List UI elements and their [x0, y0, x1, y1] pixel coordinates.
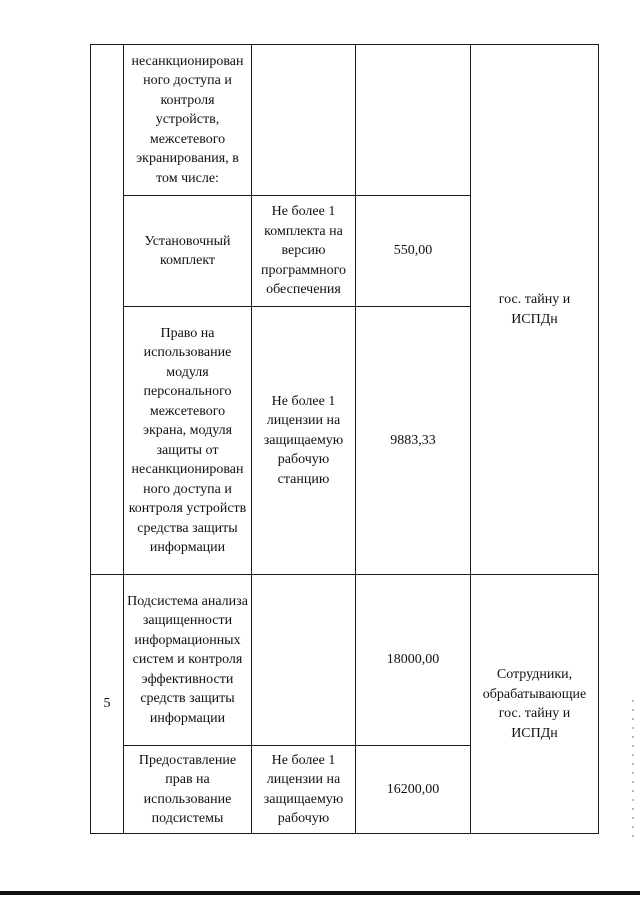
cell-quantity: Не более 1 комплекта на версию программного обеспечения	[252, 196, 356, 307]
cell-price	[356, 45, 471, 196]
cell-quantity: Не более 1 лицензии на защищаемую рабочую станцию	[252, 307, 356, 575]
cell-category: гос. тайну и ИСПДн	[471, 45, 599, 575]
table-row	[91, 45, 599, 196]
cell-name: несанкционирован ного доступа и контроля устройств, межсетевого экранирования, в том числе:	[124, 45, 252, 196]
cell-price: 550,00	[356, 196, 471, 307]
cell-price: 9883,33	[356, 307, 471, 575]
requirements-table	[90, 44, 599, 834]
scan-edge-artifact	[632, 700, 634, 840]
cell-quantity	[252, 45, 356, 196]
cell-quantity: Не более 1 лицензии на защищаемую рабочую	[252, 746, 356, 834]
cell-quantity	[252, 575, 356, 746]
cell-name: Предоставление прав на использование подсистемы	[124, 746, 252, 834]
cell-price: 16200,00	[356, 746, 471, 834]
cell-name: Установочный комплект	[124, 196, 252, 307]
cell-price: 18000,00	[356, 575, 471, 746]
table-row	[91, 575, 599, 746]
cell-number: 5	[91, 575, 124, 834]
page-bottom-edge	[0, 891, 640, 895]
cell-category: Сотрудники, обрабатывающие гос. тайну и ИСПДн	[471, 575, 599, 834]
cell-number	[91, 45, 124, 575]
cell-name: Право на использование модуля персонального межсетевого экрана, модуля защиты от несанкционирован ного доступа и контроля устройств средства защиты информации	[124, 307, 252, 575]
cell-name: Подсистема анализа защищенности информационных систем и контроля эффективности средств защиты информации	[124, 575, 252, 746]
